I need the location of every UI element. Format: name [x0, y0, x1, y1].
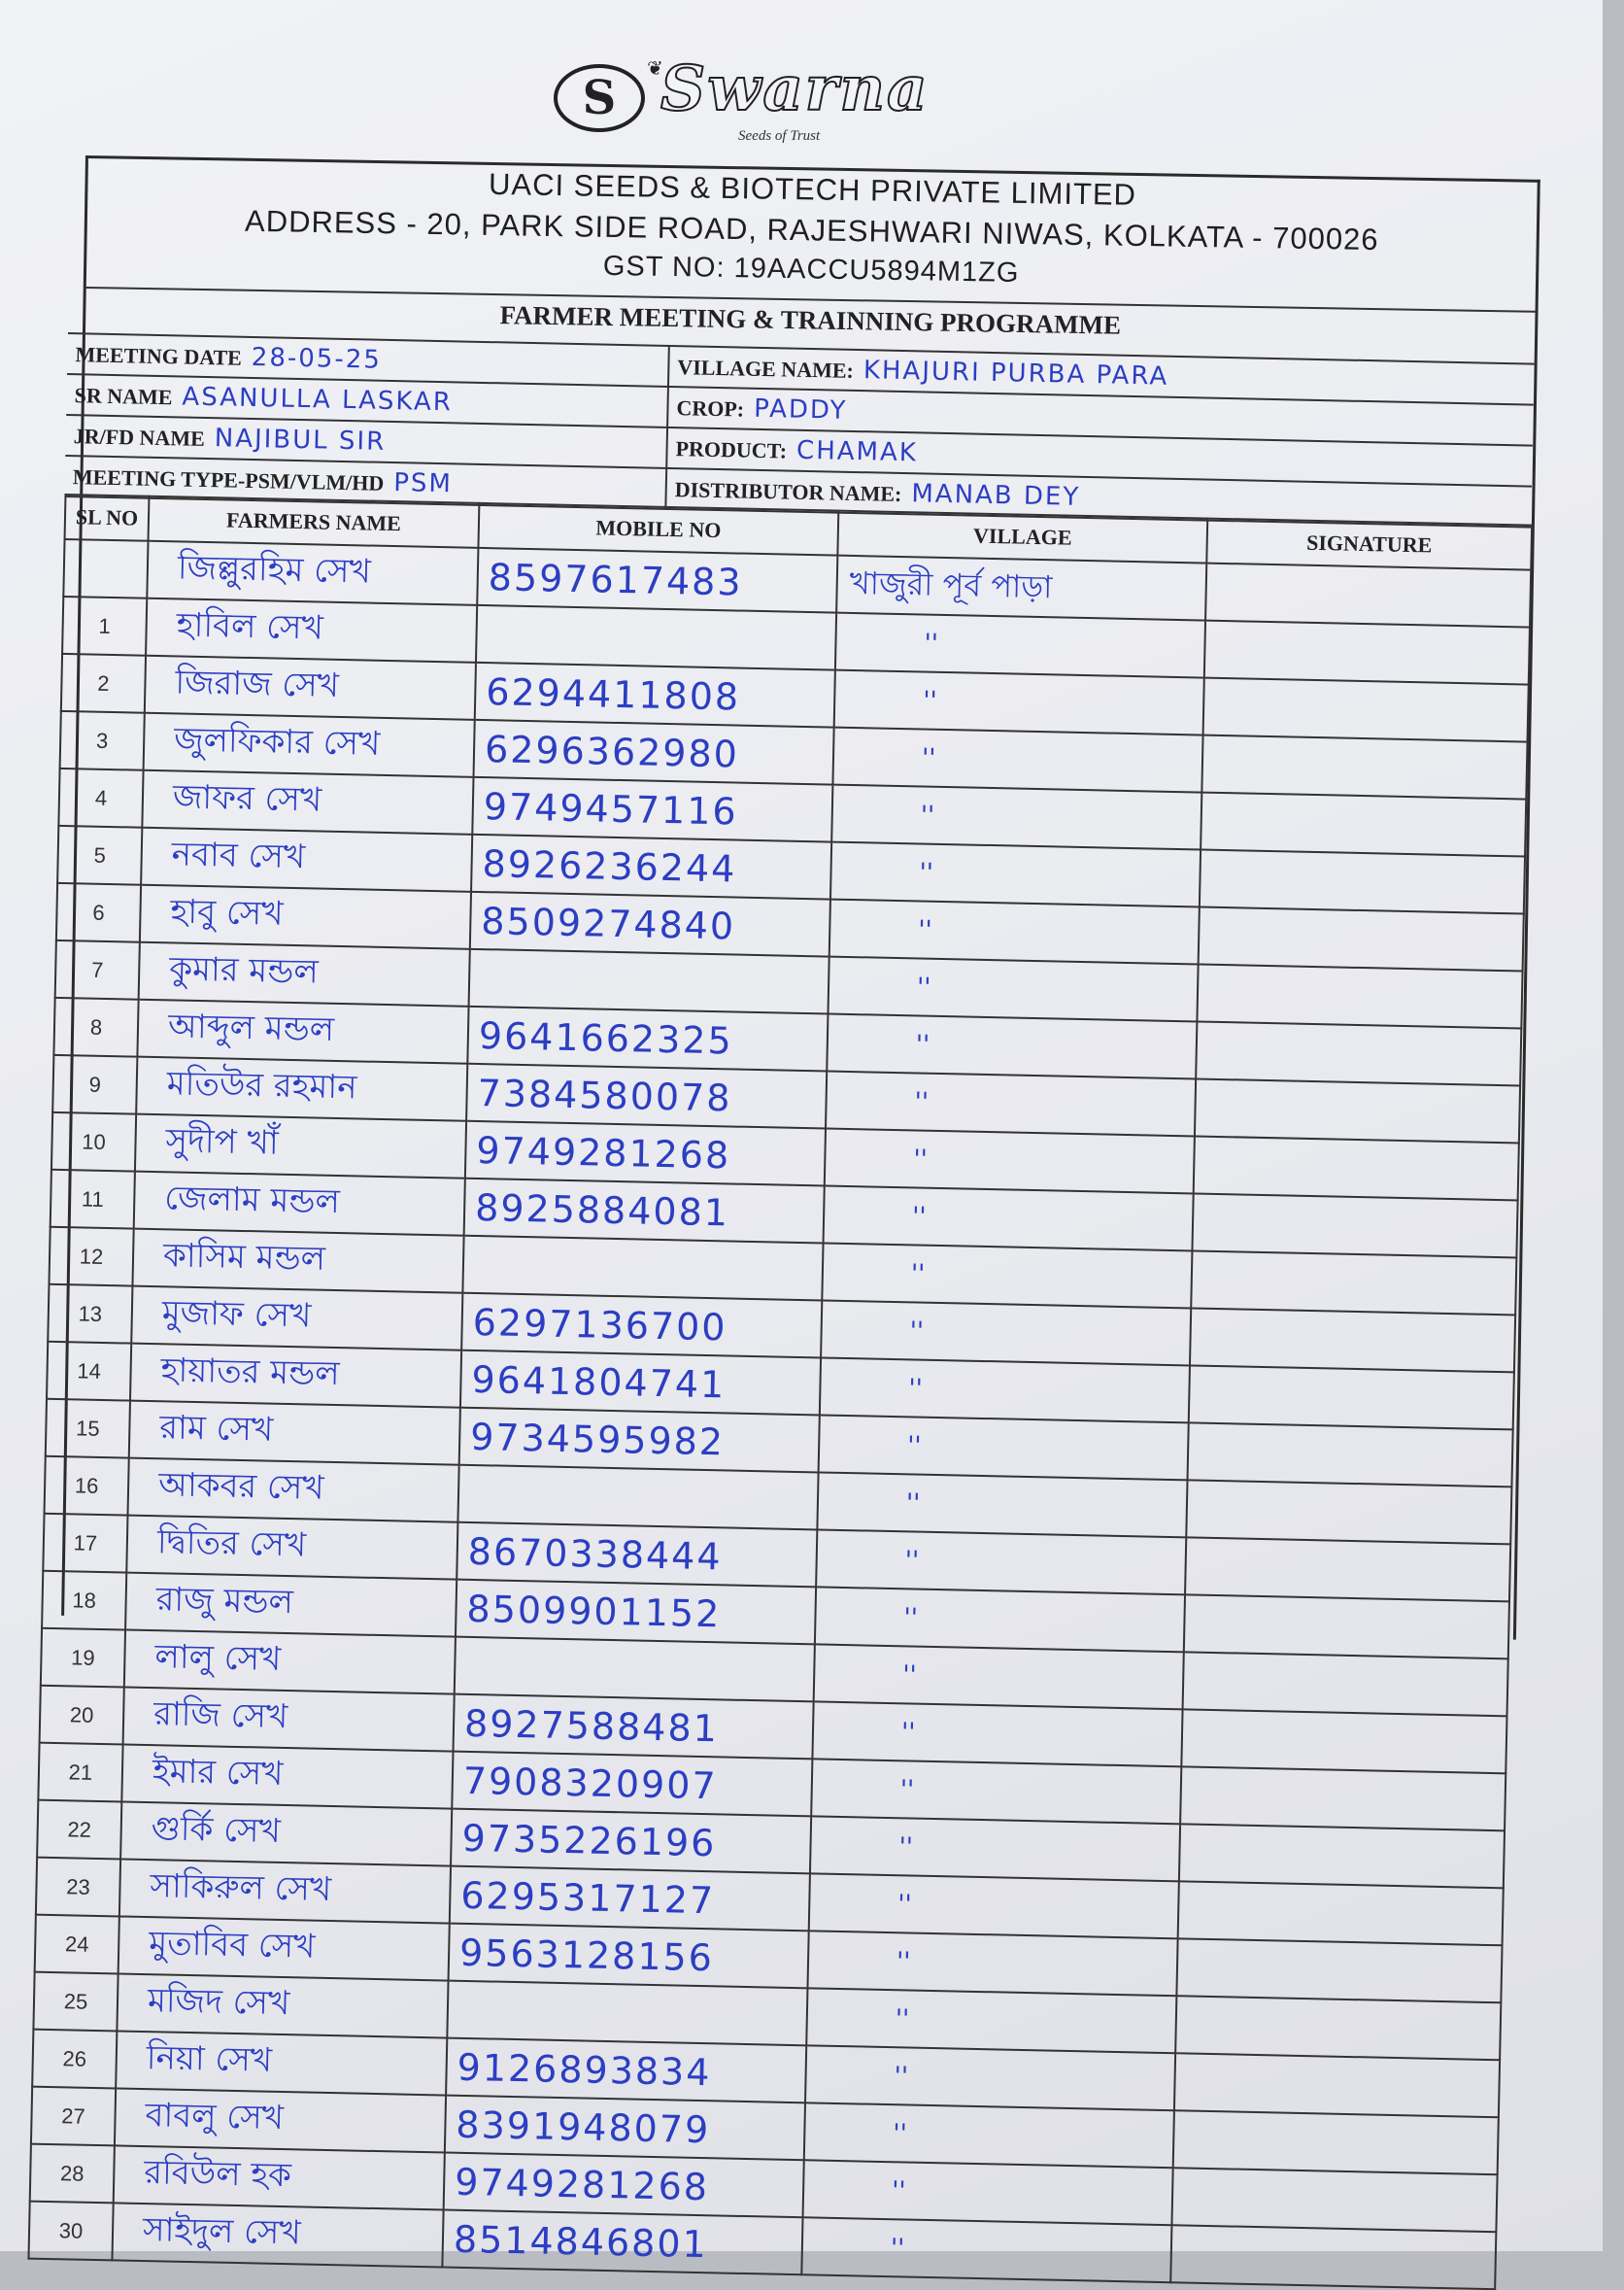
jr-fd-name-label: JR/FD NAME	[73, 424, 206, 451]
signature-cell[interactable]	[1186, 1480, 1511, 1544]
farmer-name-cell: মতিউর রহমান	[136, 1057, 467, 1121]
village-cell: ''	[814, 1644, 1184, 1709]
row-sl-no: 16	[45, 1456, 129, 1516]
signature-cell[interactable]	[1181, 1709, 1506, 1773]
company-address: ADDRESS - 20, PARK SIDE ROAD, RAJESHWARI NIWAS, KOLKATA - 700026	[244, 203, 1379, 257]
village-cell: ''	[835, 613, 1205, 678]
signature-cell[interactable]	[1178, 1881, 1504, 1945]
signature-cell[interactable]	[1180, 1766, 1506, 1830]
mobile-cell: 9749281268	[444, 2153, 804, 2218]
signature-cell[interactable]	[1197, 965, 1522, 1029]
company-name: UACI SEEDS & BIOTECH PRIVATE LIMITED	[488, 166, 1137, 212]
meeting-type-value: PSM	[392, 468, 454, 499]
signature-cell[interactable]	[1184, 1594, 1509, 1658]
signature-cell[interactable]	[1199, 907, 1524, 972]
village-cell: ''	[820, 1357, 1190, 1422]
farmer-name-cell: নবাব সেখ	[141, 828, 472, 892]
meeting-date-label: MEETING DATE	[75, 342, 243, 370]
signature-cell[interactable]	[1176, 1938, 1502, 2002]
village-cell: ''	[828, 957, 1198, 1022]
village-cell: খাজুরী পূর্ব পাড়া	[836, 556, 1206, 621]
farmer-name-cell: রবিউল হক	[114, 2145, 445, 2209]
village-cell: ''	[803, 2160, 1173, 2225]
row-sl-no: 21	[38, 1743, 122, 1802]
jr-fd-name-value: NAJIBUL SIR	[214, 424, 387, 457]
distributor-label: DISTRIBUTOR NAME:	[674, 477, 902, 507]
row-sl-no: 25	[33, 1972, 118, 2032]
village-cell: ''	[810, 1816, 1180, 1881]
row-sl-no: 18	[42, 1571, 126, 1630]
village-cell: ''	[830, 842, 1201, 907]
signature-cell[interactable]	[1183, 1652, 1508, 1716]
mobile-cell: 9563128156	[449, 1924, 809, 1989]
brand-logo	[554, 51, 1000, 157]
mobile-cell: 9735226196	[451, 1809, 811, 1874]
mobile-cell: 9126893834	[446, 2038, 806, 2103]
mobile-cell: 8925884081	[464, 1179, 825, 1244]
farmer-name-cell: রাজু মন্ডল	[125, 1573, 457, 1637]
row-sl-no: 19	[41, 1628, 125, 1688]
row-sl-no: 12	[49, 1227, 133, 1286]
signature-cell[interactable]	[1188, 1422, 1513, 1487]
farmer-name-cell: কাসিম মন্ডল	[132, 1229, 463, 1293]
signature-cell[interactable]	[1200, 850, 1525, 914]
crop-value: PADDY	[753, 393, 848, 426]
village-name-value: KHAJURI PURBA PARA	[863, 356, 1169, 392]
mobile-cell: 9749281268	[465, 1121, 826, 1186]
table-body	[28, 539, 1531, 2289]
mobile-cell	[455, 1637, 815, 1702]
row-sl-no: 5	[57, 826, 142, 885]
col-sl-no: SL NO	[65, 495, 150, 541]
leaf-icon: ❦	[647, 56, 663, 80]
crop-field[interactable]	[676, 388, 848, 430]
farmer-name-cell: আব্দুল মন্ডল	[137, 1000, 468, 1064]
farmer-name-cell: জাফর সেখ	[142, 770, 473, 835]
signature-cell[interactable]	[1191, 1250, 1516, 1315]
farmer-name-cell: হায়াতর মন্ডল	[130, 1344, 461, 1408]
mobile-cell: 8391948079	[445, 2096, 805, 2161]
mobile-cell: 6297136700	[461, 1293, 822, 1358]
farmer-name-cell: হাবু সেখ	[140, 885, 471, 949]
row-sl-no: 14	[47, 1342, 131, 1401]
meeting-type-label: MEETING TYPE-PSM/VLM/HD	[72, 464, 385, 496]
meeting-details	[64, 332, 1534, 527]
sr-name-field[interactable]	[74, 375, 453, 422]
mobile-cell: 7908320907	[452, 1752, 812, 1817]
logo-wordmark: Swarna	[660, 52, 930, 125]
signature-cell[interactable]	[1204, 621, 1530, 685]
signature-cell[interactable]	[1192, 1193, 1517, 1257]
signature-cell[interactable]	[1205, 564, 1531, 628]
village-cell: ''	[831, 785, 1201, 850]
farmer-name-cell: লালু সেখ	[124, 1630, 456, 1694]
farmer-name-cell: সাকিরুল সেখ	[119, 1859, 451, 1923]
program-title: FARMER MEETING & TRAINNING PROGRAMME	[85, 287, 1535, 352]
village-name-label: VILLAGE NAME:	[677, 355, 855, 383]
farmer-name-cell: সাইদুল সেখ	[112, 2203, 443, 2267]
signature-cell[interactable]	[1174, 2053, 1500, 2117]
row-sl-no: 11	[51, 1170, 135, 1229]
signature-cell[interactable]	[1190, 1308, 1515, 1372]
product-value: CHAMAK	[795, 435, 919, 468]
mobile-cell: 6294411808	[475, 663, 835, 728]
row-sl-no: 1	[62, 597, 147, 656]
mobile-cell	[462, 1236, 823, 1301]
row-sl-no: 13	[48, 1284, 132, 1344]
mobile-cell	[476, 605, 836, 670]
mobile-cell	[469, 949, 829, 1014]
village-cell: ''	[812, 1701, 1182, 1766]
mobile-cell: 9641804741	[460, 1350, 821, 1416]
village-cell: ''	[817, 1472, 1187, 1537]
mobile-cell: 8509274840	[470, 892, 830, 957]
signature-cell[interactable]	[1194, 1136, 1519, 1200]
village-cell: ''	[825, 1129, 1195, 1194]
village-cell: ''	[805, 2045, 1175, 2110]
farmer-name-cell: মুজাফ সেখ	[131, 1286, 462, 1350]
row-sl-no: 7	[55, 940, 140, 1000]
farmers-table	[27, 494, 1533, 2290]
village-cell: ''	[807, 1931, 1177, 1996]
row-sl-no: 23	[36, 1858, 120, 1917]
row-sl-no: 9	[52, 1055, 137, 1114]
farmer-name-cell: দ্বিতির সেখ	[126, 1516, 457, 1580]
farmer-name-cell: রাজি সেখ	[123, 1688, 455, 1752]
village-cell: ''	[801, 2217, 1171, 2282]
logo-tagline: Seeds of Trust	[738, 128, 821, 144]
village-cell: ''	[816, 1529, 1186, 1594]
farmer-name-cell: নিয়া সেখ	[116, 2031, 447, 2095]
farmer-name-cell: মুতাবিব সেখ	[118, 1916, 450, 1980]
col-farmers-name: FARMERS NAME	[149, 496, 480, 548]
farmer-name-cell: মজিদ সেখ	[117, 1973, 448, 2037]
village-cell: ''	[827, 1014, 1197, 1079]
col-signature: SIGNATURE	[1206, 519, 1532, 570]
col-mobile-no: MOBILE NO	[478, 503, 838, 556]
farmer-name-cell: জিরাজ সেখ	[145, 656, 476, 720]
signature-cell[interactable]	[1201, 793, 1526, 857]
mobile-cell	[457, 1465, 818, 1530]
row-sl-no: 24	[35, 1915, 119, 1974]
signature-cell[interactable]	[1201, 735, 1527, 800]
row-sl-no: 2	[61, 654, 146, 713]
village-cell: ''	[811, 1759, 1181, 1824]
jr-fd-name-field[interactable]	[73, 416, 386, 461]
row-sl-no: 8	[53, 998, 138, 1057]
mobile-cell: 7384580078	[466, 1064, 827, 1129]
signature-cell[interactable]	[1189, 1365, 1514, 1429]
row-sl-no: 26	[32, 2030, 117, 2089]
mobile-cell: 9641662325	[467, 1007, 828, 1072]
farmer-name-cell: ইমার সেখ	[121, 1745, 453, 1809]
farmer-name-cell: জিল্লুরহিম সেখ	[147, 541, 478, 605]
village-cell: ''	[821, 1300, 1191, 1365]
mobile-cell: 8926236244	[471, 835, 831, 900]
village-cell: ''	[806, 1988, 1176, 2053]
row-sl-no: 28	[30, 2144, 115, 2204]
village-cell: ''	[824, 1186, 1194, 1251]
village-cell: ''	[809, 1873, 1179, 1938]
mobile-cell: 8927588481	[453, 1694, 813, 1760]
signature-cell[interactable]	[1171, 2168, 1497, 2232]
farmer-name-cell: সুদীপ খাঁ	[135, 1114, 466, 1179]
mobile-cell	[447, 1981, 807, 2046]
signature-cell[interactable]	[1179, 1824, 1505, 1888]
mobile-cell: 8597617483	[477, 548, 837, 613]
signature-cell[interactable]	[1196, 1021, 1521, 1085]
farmer-name-cell: কুমার মন্ডল	[139, 942, 470, 1007]
mobile-cell: 9734595982	[459, 1408, 820, 1473]
meeting-date-field[interactable]	[75, 334, 382, 380]
meeting-date-value: 28-05-25	[251, 342, 383, 375]
mobile-cell: 6296362980	[474, 720, 834, 785]
mobile-cell: 9749457116	[472, 777, 832, 842]
village-cell: ''	[804, 2102, 1174, 2168]
mobile-cell: 6295317127	[450, 1866, 810, 1931]
village-cell: ''	[829, 900, 1200, 965]
row-sl-no: 6	[56, 883, 141, 942]
farmer-name-cell: আকবর সেখ	[128, 1458, 459, 1522]
farmer-name-cell: রাম সেখ	[129, 1401, 460, 1465]
product-label: PRODUCT:	[675, 436, 788, 463]
mobile-cell: 8670338444	[457, 1522, 817, 1588]
farmer-name-cell: বাবলু সেখ	[115, 2088, 446, 2152]
col-village: VILLAGE	[837, 511, 1207, 564]
sr-name-value: ASANULLA LASKAR	[182, 382, 454, 418]
village-cell: ''	[822, 1243, 1192, 1308]
signature-cell[interactable]	[1195, 1078, 1520, 1143]
sr-name-label: SR NAME	[74, 383, 173, 410]
mobile-cell: 8509901152	[456, 1580, 816, 1645]
signature-cell[interactable]	[1175, 1996, 1501, 2060]
row-sl-no: 10	[51, 1112, 136, 1172]
village-cell: ''	[815, 1587, 1185, 1652]
mobile-cell: 8514846801	[442, 2210, 802, 2275]
village-cell: ''	[832, 728, 1202, 793]
row-sl-no: 3	[60, 711, 145, 770]
company-gst: GST NO: 19AACCU5894M1ZG	[602, 250, 1020, 289]
row-sl-no: 4	[58, 769, 143, 828]
row-sl-no: 17	[43, 1514, 127, 1573]
village-cell: ''	[819, 1415, 1189, 1480]
farmer-name-cell: গুর্কি সেখ	[120, 1801, 452, 1865]
signature-cell[interactable]	[1173, 2110, 1499, 2174]
row-sl-no: 27	[31, 2087, 116, 2146]
product-field[interactable]	[675, 428, 918, 472]
distributor-value: MANAB DEY	[911, 479, 1081, 512]
row-sl-no: 22	[37, 1800, 121, 1860]
village-cell: ''	[826, 1072, 1196, 1137]
farmer-name-cell: জেলাম মন্ডল	[134, 1172, 465, 1236]
village-cell: ''	[834, 670, 1204, 735]
row-sl-no: 30	[28, 2202, 113, 2261]
sig-cell[interactable]	[1170, 2225, 1496, 2289]
farmer-name-cell: হাবিল সেখ	[146, 598, 477, 663]
row-sl-no	[63, 539, 148, 598]
signature-cell[interactable]	[1203, 678, 1529, 742]
row-sl-no: 20	[40, 1686, 124, 1745]
row-sl-no: 15	[46, 1399, 130, 1458]
farmer-name-cell: জুলফিকার সেখ	[144, 713, 475, 777]
crop-label: CROP:	[676, 395, 745, 422]
logo-emblem: S	[554, 64, 645, 132]
signature-cell[interactable]	[1185, 1537, 1510, 1601]
